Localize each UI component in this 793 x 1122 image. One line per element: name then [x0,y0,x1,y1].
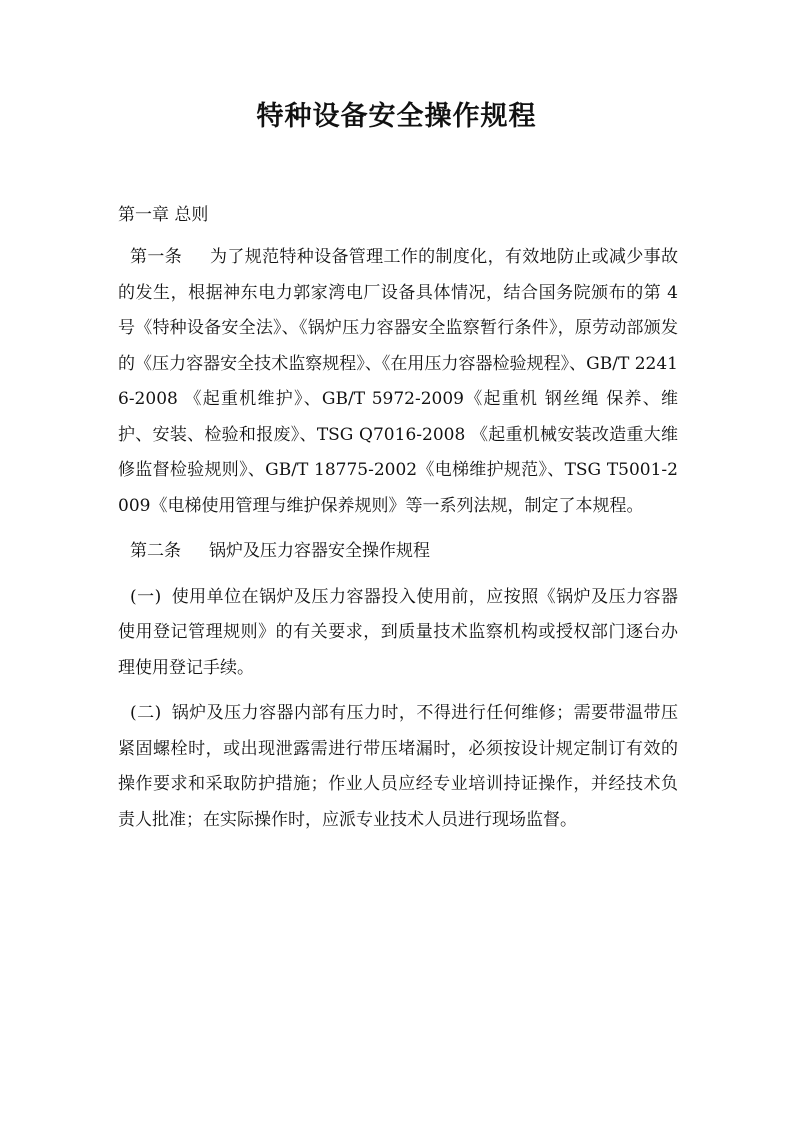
item-2-text: 锅炉及压力容器内部有压力时，不得进行任何维修；需要带温带压紧固螺栓时，或出现泄露需进行带压堵漏时，必须按设计规定制订有效的操作要求和采取防护措施；作业人员应经专业培训持证操作，并经技术负责人批准；在实际操作时，应派专业技术人员进行现场监督。 [118,703,679,830]
chapter-heading: 第一章 总则 [118,205,209,225]
item-2 [118,696,678,838]
article-2-label: 第二条 [130,541,181,561]
item-1-text: 使用单位在锅炉及压力容器投入使用前，应按照《锅炉及压力容器使用登记管理规则》的有关要求，到质量技术监察机构或授权部门逐台办理使用登记手续。 [118,586,679,678]
item-1 [118,580,678,687]
item-1-label: (一) [130,586,162,607]
article-1 [118,240,678,524]
article-2 [118,534,678,570]
document-body [118,200,678,848]
document-title: 特种设备安全操作规程 [256,101,537,132]
item-2-label: (二) [130,703,162,723]
article-1-text: 为了规范特种设备管理工作的制度化，有效地防止或减少事故的发生，根据神东电力郭家湾电厂设备具体情况，结合国务院颁布的第 4 号《特种设备安全法》、《锅炉压力容器安全监察暂行条件》，原劳动部颁发的《压力容器安全技术监察规程》、《在用压力容器检验规程》、GB/T 22416-2008 《起重机维护》、GB/T 5972-2009《起重机 钢丝绳 保养、维护、安装、检验和报废》、TSG Q7016-2008 《起重机械安装改造重大维修监督检验规则》、GB/T 18775-2002《电梯维护规范》、TSG T5001-2009《电梯使用管理与维护保养规则》等一系列法规，制定了本规程。 [118,247,679,516]
article-1-label: 第一条 [130,247,183,267]
article-2-text: 锅炉及压力容器安全操作规程 [209,541,430,561]
